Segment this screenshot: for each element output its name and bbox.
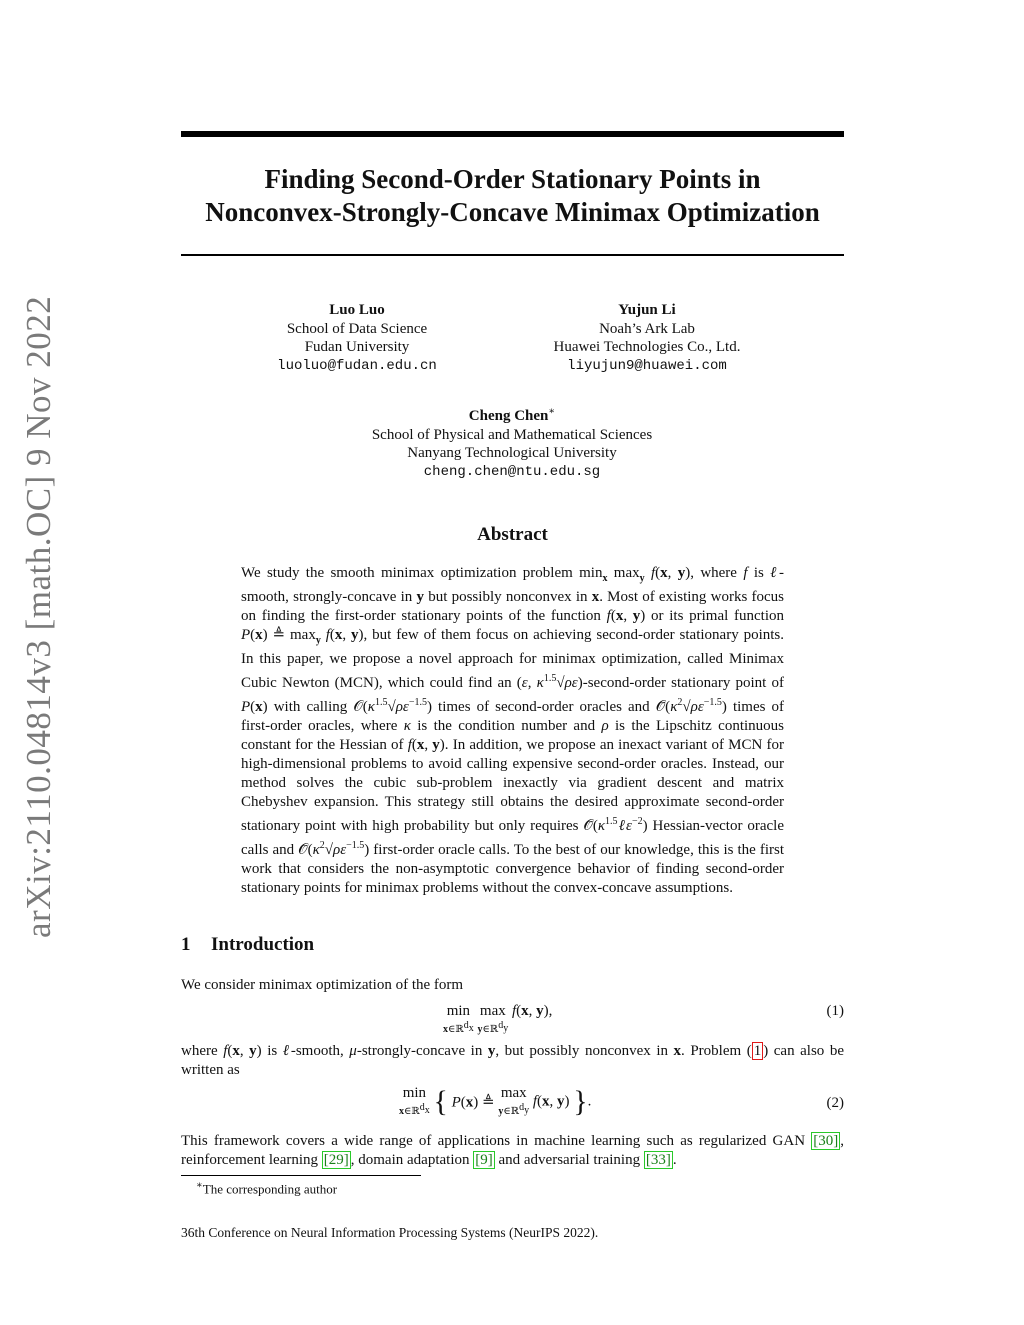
author-block-luo <box>247 301 467 375</box>
section-number: 1 <box>181 934 191 955</box>
author-affiliation: Huawei Technologies Co., Ltd. <box>553 339 741 355</box>
author-name: Yujun Li <box>618 302 676 318</box>
footnote-marker: ∗ <box>196 1180 203 1191</box>
footnote <box>196 1180 337 1197</box>
author-email[interactable]: cheng.chen@ntu.edu.sg <box>423 463 601 480</box>
intro-paragraph-3: This framework covers a wide range of applications in machine learning such as regularized GAN [30] , reinforcement learning [29] , domain adaptation [9] and adversarial training [33] . <box>181 1133 844 1168</box>
intro-paragraph-2: where f(x, y) is ℓ-smooth, μ-strongly-concave in y, but possibly nonconvex in x. Problem ( 1 ) can also be written as <box>181 1043 844 1078</box>
equation-number: (1) <box>826 1003 844 1019</box>
author-name: Luo Luo <box>329 302 385 318</box>
equation-2: min x∈ℝ$^{d_x}$ { P(x) ≜ max y∈ℝ$^{d_y}$ f(x, y) }. (2) <box>399 1085 844 1119</box>
author-email[interactable]: liyujun9@huawei.com <box>567 357 727 374</box>
author-block-li <box>527 301 767 375</box>
arxiv-sidebar-stamp: arXiv:2110.04814v3 [math.OC] 9 Nov 2022 <box>19 295 58 938</box>
author-affiliation: Nanyang Technological University <box>407 445 617 461</box>
intro-paragraph-1: We consider minimax optimization of the form <box>181 977 464 993</box>
equation-number: (2) <box>826 1095 844 1111</box>
section-title: Introduction <box>211 934 315 955</box>
author-block-chen <box>312 403 712 481</box>
footnote-rule <box>181 1175 421 1176</box>
author-name: Cheng Chen <box>468 408 549 424</box>
footnote-text: The corresponding author <box>202 1181 338 1197</box>
author-affiliation: Noah’s Ark Lab <box>599 320 695 337</box>
section-heading-introduction <box>181 934 314 956</box>
author-affiliation: School of Physical and Mathematical Sciences <box>371 426 653 443</box>
equation-1: min x∈ℝ$^{d_x}$ max y∈ℝ$^{d_y}$ f(x, y), (1) <box>443 1003 844 1036</box>
title-bottom-rule <box>181 254 844 256</box>
author-affiliation: School of Data Science <box>286 320 428 337</box>
venue-footer: 36th Conference on Neural Information Processing Systems (NeurIPS 2022). <box>181 1225 599 1240</box>
title-top-rule <box>181 131 844 137</box>
citation-link[interactable]: [9] <box>475 1151 493 1168</box>
paper-title <box>181 163 844 229</box>
footnote-marker: ∗ <box>548 406 556 417</box>
author-email[interactable]: luoluo@fudan.edu.cn <box>277 357 437 374</box>
title-line-2: Nonconvex-Strongly-Concave Minimax Optimization <box>205 197 820 227</box>
equation-reference-link[interactable]: 1 <box>753 1043 762 1059</box>
abstract-body: We study the smooth minimax optimization problem $\min_x \max_y f(x$, y), where f is ℓ-smooth, strongly-concave in y but possibly nonconvex in x. Most of existing works focus on finding the first-order stationary points of the function f(x, y) or its primal function P(x) ≜ $\max_y f(x$, y), but few of them focus on achieving second-order stationary points. In this paper, we propose a novel approach for minimax optimization, called Minimax Cubic Newton (MCN), which could find an (ε, $\kappa^{1.5}√\rho\varepsilon)-second$-order stationary point of P(x) with calling $𝒪(\kappa^{1.5}√\rho\varepsilon^{-1.5})$ times of second-order oracles and $𝒪̃(\kappa^2√\rho\varepsilon^{-1.5})$ times of first-order oracles, where κ is the condition number and ρ is the Lipschitz continuous constant for the Hessian of f(x, y). In addition, we propose an inexact variant of MCN for high-dimensional problems to avoid calling expensive second-order oracles. Instead, our method solves the cubic sub-problem inexactly via gradient descent and matrix Chebyshev expansion. This strategy still obtains the desired approximate second-order stationary point with high probability but only requires $𝒪̃(\kappa^{1.5}\ell\varepsilon^{-2})$ Hessian-vector oracle calls and $𝒪̃(\kappa^2√\rho\varepsilon^{-1.5})$ first-order oracle calls. To the best of our knowledge, this is the first work that considers the non-asymptotic convergence behavior of finding second-order stationary points for minimax problems without the convex-concave assumptions. <box>241 565 785 896</box>
title-line-1: Finding Second-Order Stationary Points in <box>264 164 761 194</box>
citation-link[interactable]: [29] <box>323 1151 349 1168</box>
abstract-heading: Abstract <box>477 524 548 545</box>
citation-link[interactable]: [30] <box>813 1133 839 1149</box>
author-affiliation: Fudan University <box>304 339 410 355</box>
citation-link[interactable]: [33] <box>645 1151 671 1168</box>
